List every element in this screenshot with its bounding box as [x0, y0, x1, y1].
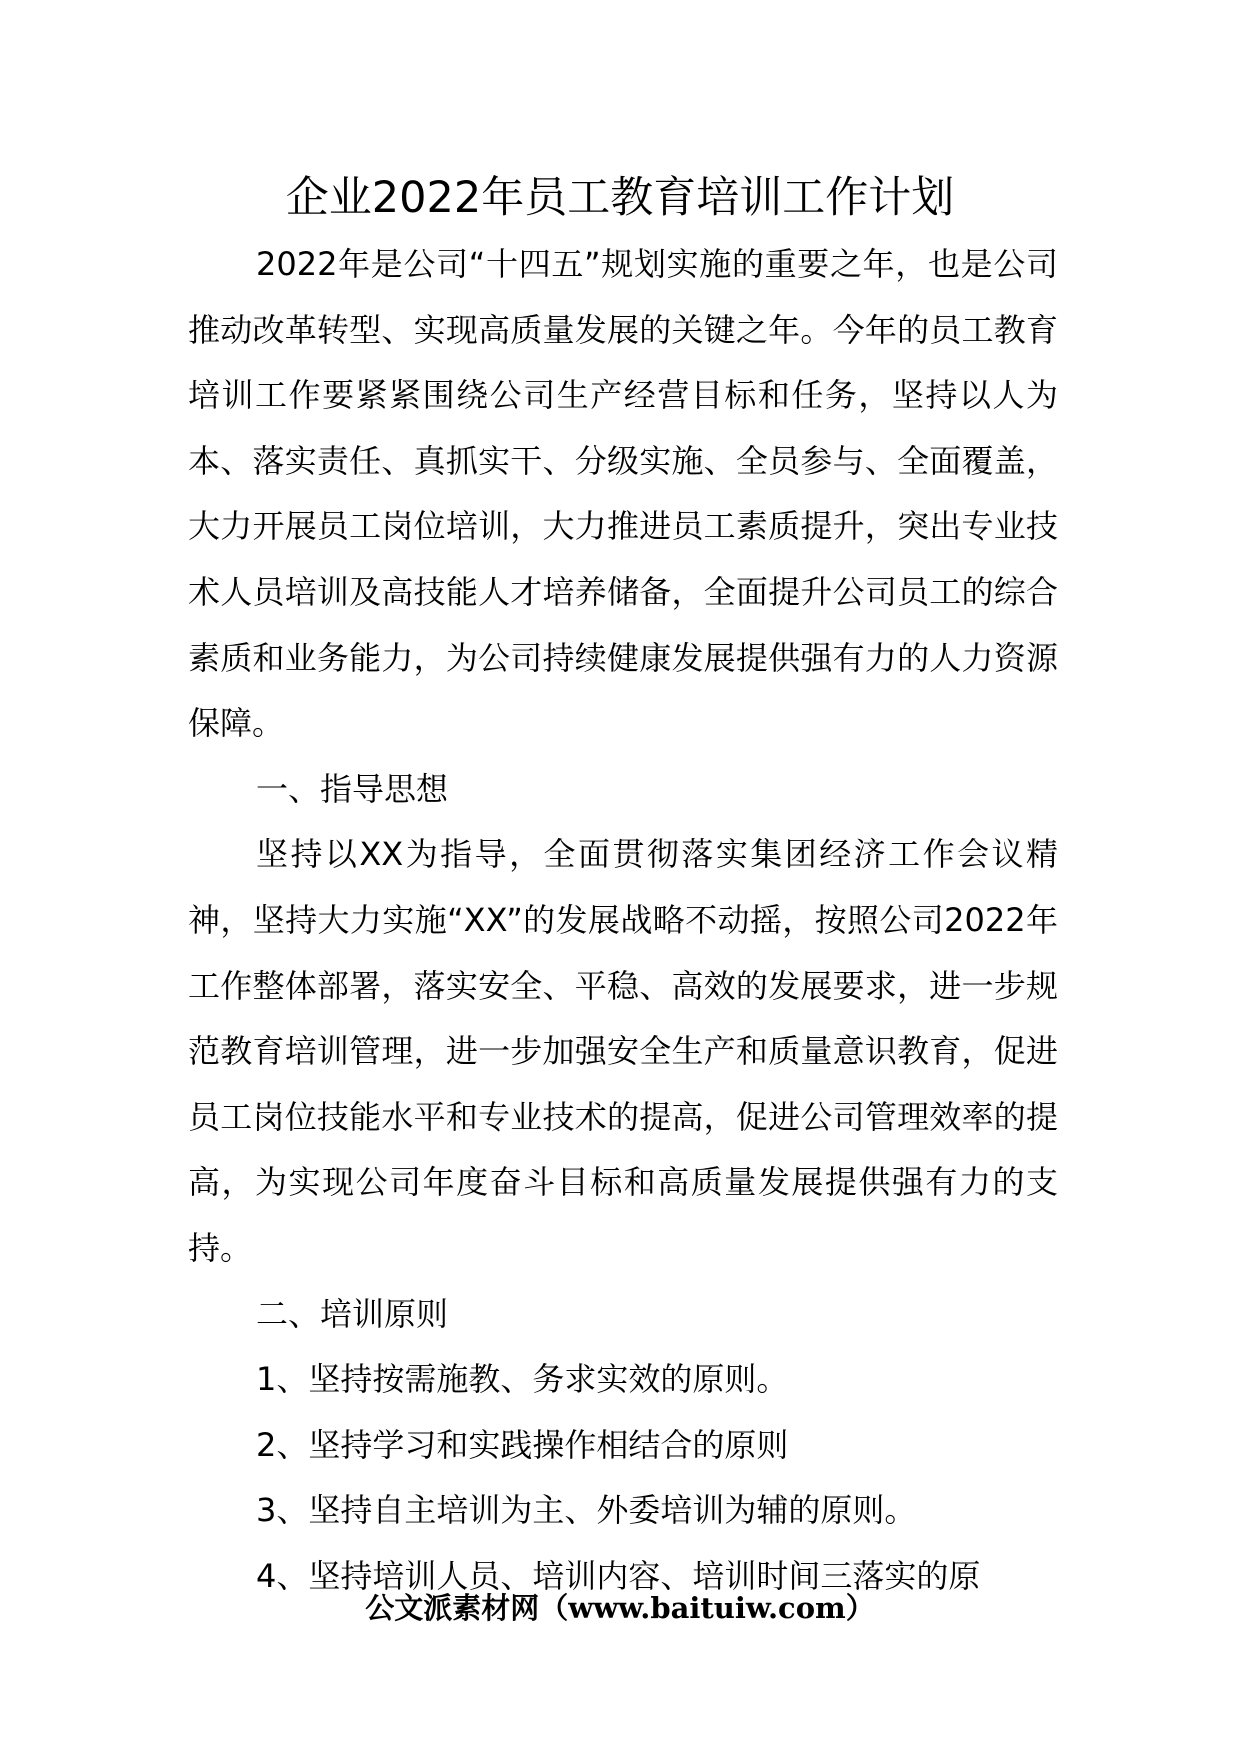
- principle-item: 4、坚持培训人员、培训内容、培训时间三落实的原: [256, 1556, 981, 1595]
- section-heading-guiding-ideology: 一、指导思想: [256, 769, 449, 808]
- principle-item: 3、坚持自主培训为主、外委培训为辅的原则。: [256, 1491, 917, 1530]
- document-body: [188, 232, 1058, 1609]
- section-heading-training-principles: 二、培训原则: [256, 1294, 449, 1333]
- footer-watermark: 公文派素材网（www.baituiw.com）: [365, 1591, 875, 1625]
- principle-item: 1、坚持按需施教、务求实效的原则。: [256, 1360, 789, 1399]
- document-title: 企业2022年员工教育培训工作计划: [285, 173, 955, 223]
- principle-item: 2、坚持学习和实践操作相结合的原则: [256, 1425, 789, 1464]
- intro-paragraph: 2022年是公司“十四五”规划实施的重要之年，也是公司推动改革转型、实现高质量发展的关键之年。今年的员工教育培训工作要紧紧围绕公司生产经营目标和任务，坚持以人为本、落实责任、真抓实干、分级实施、全员参与、全面覆盖，大力开展员工岗位培训，大力推进员工素质提升，突出专业技术人员培训及高技能人才培养储备，全面提升公司员工的综合素质和业务能力，为公司持续健康发展提供强有力的人力资源保障。: [188, 245, 1058, 743]
- guiding-ideology-paragraph: 坚持以XX为指导，全面贯彻落实集团经济工作会议精神，坚持大力实施“XX”的发展战略不动摇，按照公司2022年工作整体部署，落实安全、平稳、高效的发展要求，进一步规范教育培训管理，进一步加强安全生产和质量意识教育，促进员工岗位技能水平和专业技术的提高，促进公司管理效率的提高，为实现公司年度奋斗目标和高质量发展提供强有力的支持。: [188, 835, 1058, 1267]
